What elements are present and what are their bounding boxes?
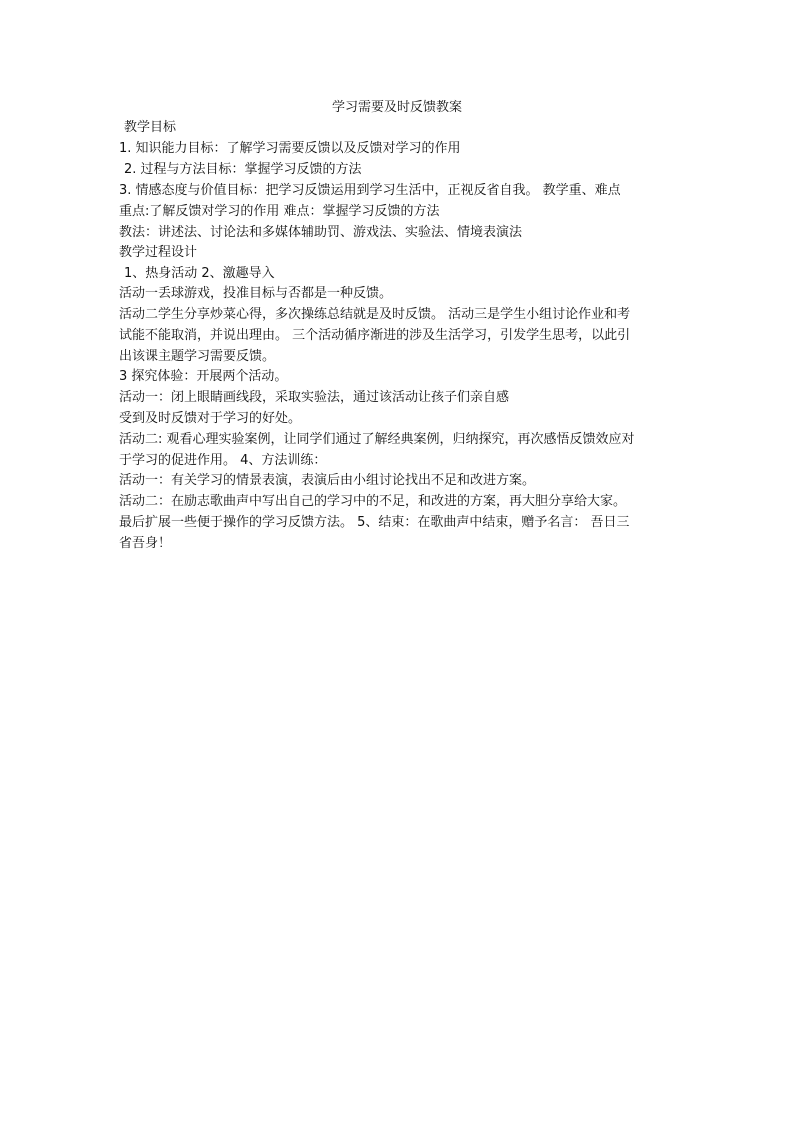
activity-two-text-end: 出该课主题学习需要反馈。 [119, 349, 276, 364]
goal-item-1: 1. 知识能力目标：了解学习需要反馈以及反馈对学习的作用 [119, 141, 461, 156]
explore-activity-one-cont: 受到及时反馈对于学习的好处。 [119, 411, 302, 426]
process-steps-1-2: 1、热身活动 2、激趣导入 [124, 266, 275, 281]
training-activity-two: 活动二：在励志歌曲声中写出自己的学习中的不足，和改进的方案，再大胆分享给大家。 [119, 494, 627, 509]
goal-item-2: 2. 过程与方法目标：掌握学习反馈的方法 [124, 162, 362, 177]
teaching-methods-line: 教法：讲述法、讨论法和多媒体辅助罚、游戏法、实验法、情境表演法 [119, 225, 523, 240]
key-points-line: 重点:了解反馈对学习的作用 难点：掌握学习反馈的方法 [119, 204, 440, 219]
document-title: 学习需要及时反馈教案 [331, 100, 462, 115]
closing-text-end: 省吾身！ [119, 536, 172, 551]
training-activity-one: 活动一：有关学习的情景表演，表演后由小组讨论找出不足和改进方案。 [119, 473, 536, 488]
activity-two-text: 活动二学生分享炒菜心得，多次操练总结就是及时反馈。 活动三是学生小组讨论作业和考 [119, 307, 631, 322]
explore-experience-heading: 3 探究体验：开展两个活动。 [119, 369, 288, 384]
activity-one-text: 活动一丢球游戏，投准目标与否都是一种反馈。 [119, 286, 393, 301]
explore-activity-two-cont: 于学习的促进作用。 4、方法训练： [119, 453, 327, 468]
activity-two-text-cont: 试能不能取消，并说出理由。 三个活动循序渐进的涉及生活学习，引发学生思考，以此引 [119, 328, 631, 343]
explore-activity-two: 活动二: 观看心理实验案例，让同学们通过了解经典案例，归纳探究，再次感悟反馈效应对 [119, 432, 635, 447]
explore-activity-one: 活动一：闭上眼睛画线段，采取实验法，通过该活动让孩子们亲自感 [119, 390, 510, 405]
section-heading-process: 教学过程设计 [119, 245, 198, 260]
section-heading-teaching-goals: 教学目标 [124, 120, 177, 135]
closing-text: 最后扩展一些便于操作的学习反馈方法。 5、结束：在歌曲声中结束，赠予名言： 吾日三 [119, 515, 630, 530]
goal-item-3: 3. 情感态度与价值目标：把学习反馈运用到学习生活中，正视反省自我。 教学重、难点 [119, 183, 621, 198]
